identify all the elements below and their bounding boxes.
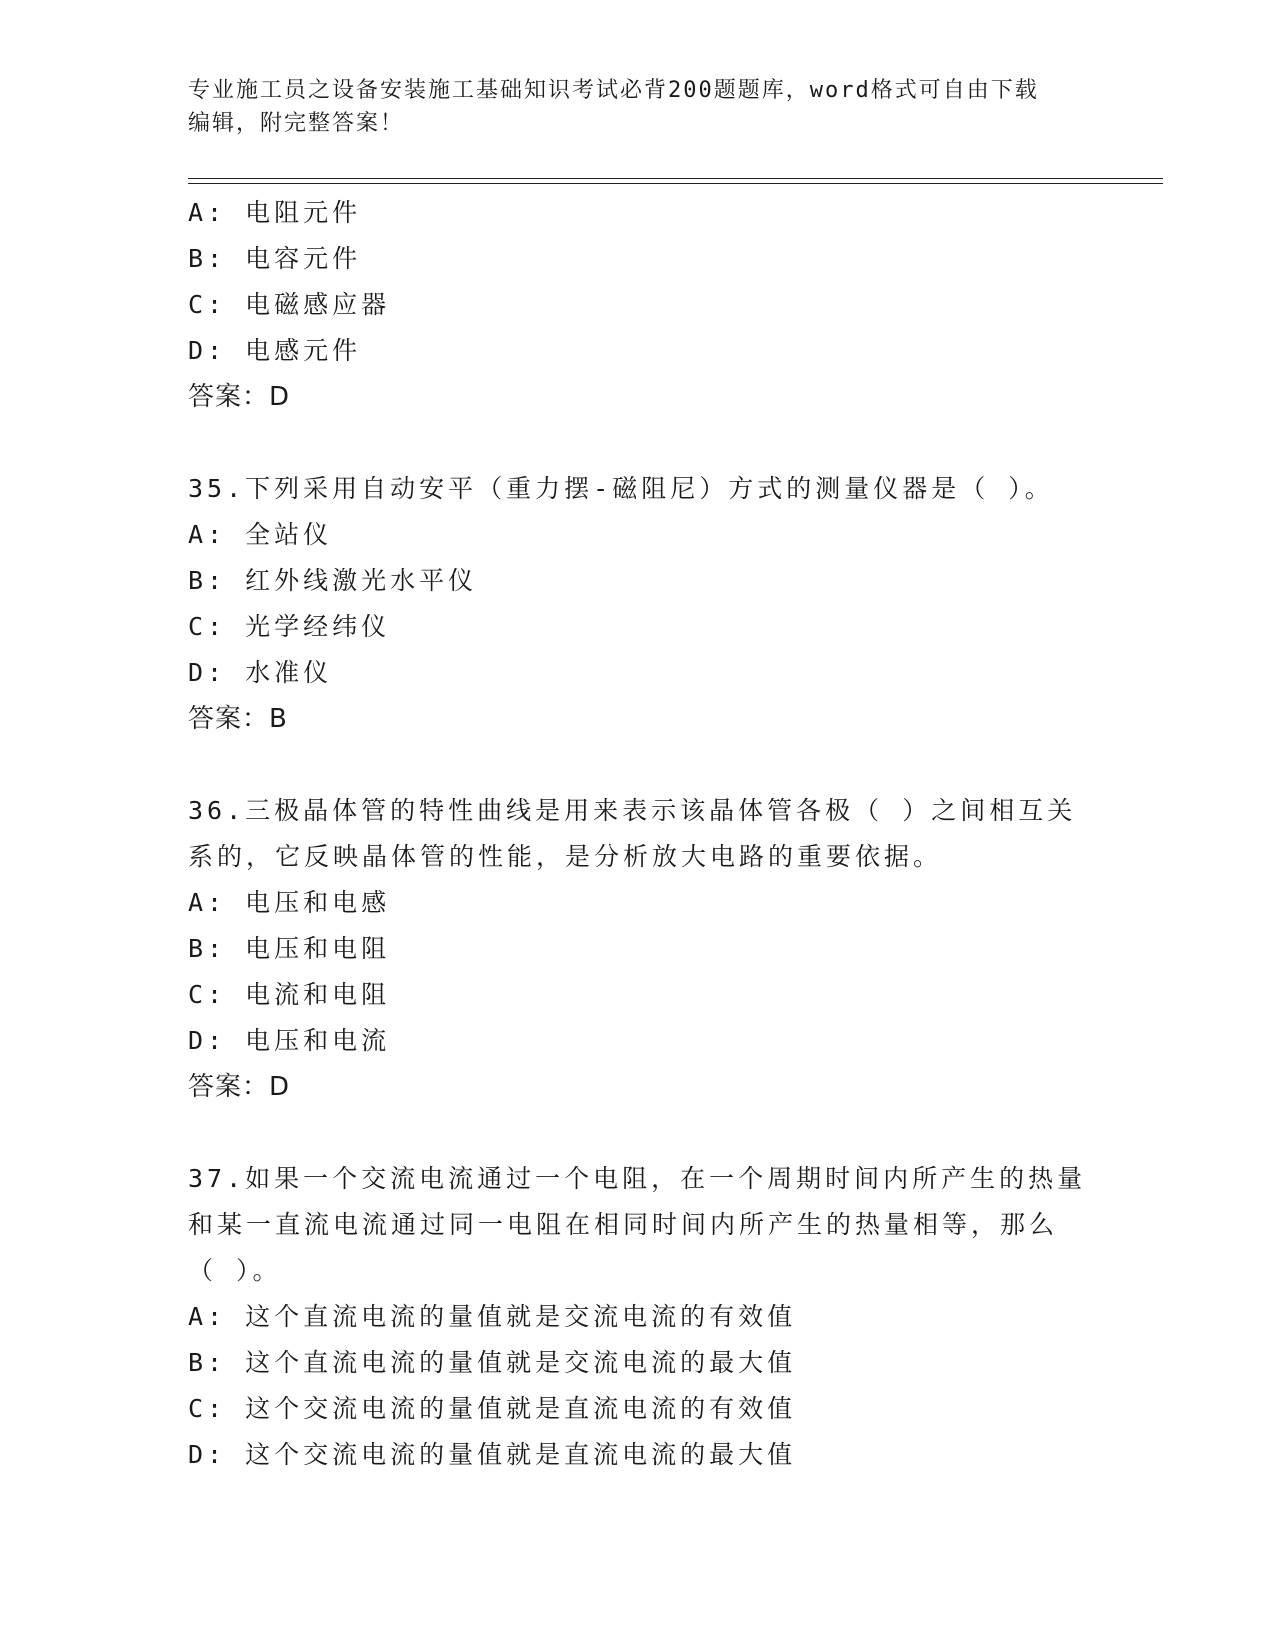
- header-line-1: 专业施工员之设备安装施工基础知识考试必背200题题库，word格式可自由下载: [188, 78, 1039, 103]
- option-a: A: 电阻元件: [188, 198, 362, 227]
- question-stem-line-1: 36.三极晶体管的特性曲线是用来表示该晶体管各极（ ）之间相互关: [188, 796, 1077, 825]
- document-header: [188, 74, 1088, 140]
- question-list: [188, 190, 1088, 1478]
- question-36: [188, 788, 1088, 1110]
- question-stem-line-3: （ ）。: [188, 1256, 282, 1285]
- question-stem-line-2: 和某一直流电流通过同一电阻在相同时间内所产生的热量相等，那么: [188, 1210, 1059, 1239]
- option-b: B: 电容元件: [188, 244, 362, 273]
- option-c: C: 光学经纬仪: [188, 612, 391, 641]
- option-d: D: 这个交流电流的量值就是直流电流的最大值: [188, 1440, 797, 1469]
- option-c: C: 电流和电阻: [188, 980, 391, 1009]
- question-37: [188, 1156, 1088, 1478]
- option-c: C: 电磁感应器: [188, 290, 391, 319]
- spacer: [188, 1110, 1088, 1156]
- option-b: B: 电压和电阻: [188, 934, 391, 963]
- question-stem-line-1: 37.如果一个交流电流通过一个电阻，在一个周期时间内所产生的热量: [188, 1164, 1087, 1193]
- option-b: B: 这个直流电流的量值就是交流电流的最大值: [188, 1348, 797, 1377]
- header-line-2: 编辑，附完整答案！: [188, 111, 405, 136]
- option-a: A: 这个直流电流的量值就是交流电流的有效值: [188, 1302, 797, 1331]
- answer: 答案：D: [188, 1072, 291, 1102]
- option-d: D: 电压和电流: [188, 1026, 391, 1055]
- option-d: D: 水准仪: [188, 658, 333, 687]
- header-divider: [188, 178, 1163, 184]
- question-stem-line-2: 系的，它反映晶体管的性能，是分析放大电路的重要依据。: [188, 842, 943, 871]
- question-stem: 35.下列采用自动安平（重力摆-磁阻尼）方式的测量仪器是（ ）。: [188, 474, 1054, 503]
- option-a: A: 全站仪: [188, 520, 333, 549]
- option-d: D: 电感元件: [188, 336, 362, 365]
- option-c: C: 这个交流电流的量值就是直流电流的有效值: [188, 1394, 797, 1423]
- option-b: B: 红外线激光水平仪: [188, 566, 478, 595]
- spacer: [188, 742, 1088, 788]
- question-35: [188, 466, 1088, 742]
- spacer: [188, 420, 1088, 466]
- option-a: A: 电压和电感: [188, 888, 391, 917]
- answer: 答案：B: [188, 704, 288, 734]
- question-34: [188, 190, 1088, 420]
- answer: 答案：D: [188, 382, 291, 412]
